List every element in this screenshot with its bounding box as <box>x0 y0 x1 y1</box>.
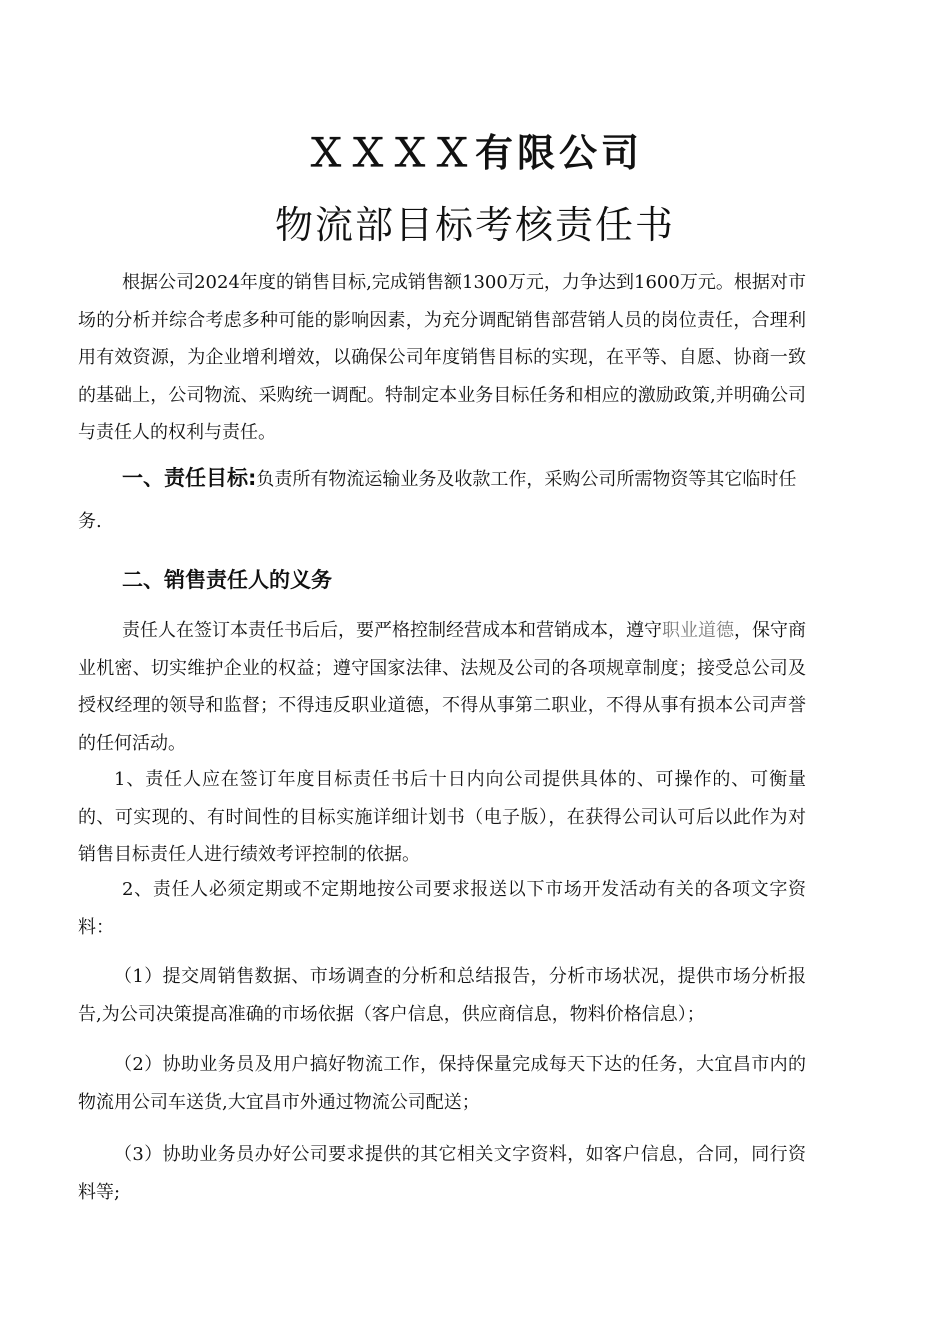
section2-heading-line <box>78 556 806 606</box>
professional-ethics-link[interactable]: 职业道德 <box>662 620 734 641</box>
document-title: 物流部目标考核责任书 <box>274 203 675 247</box>
section2-subitem-1: （1）提交周销售数据、市场调查的分析和总结报告，分析市场状况，提供市场分析报告,为公司决策提高准确的市场依据（客户信息，供应商信息，物料价格信息）； <box>78 966 806 1025</box>
section1-text: 负责所有物流运输业务及收款工作，采购公司所需物资等其它临时任务. <box>78 469 797 532</box>
section2-subitem-3: （3）协助业务员办好公司要求提供的其它相关文字资料，如客户信息，合同，同行资料等; <box>78 1144 806 1203</box>
section1-paragraph <box>78 457 806 543</box>
section2-heading: 二、销售责任人的义务 <box>122 568 332 592</box>
section2-text-after-link: ，保守商业机密、切实维护企业的权益；遵守国家法律、法规及公司的各项规章制度；接受总公司及授权经理的领导和监督；不得违反职业道德，不得从事第二职业，不得从事有损本公司声誉的任何活动。 <box>78 620 806 754</box>
section2-subitem-2: （2）协助业务员及用户搞好物流工作，保持保量完成每天下达的任务，大宜昌市内的物流用公司车送货,大宜昌市外通过物流公司配送； <box>78 1054 806 1113</box>
section2-paragraph <box>78 612 806 762</box>
intro-paragraph: 根据公司2024年度的销售目标,完成销售额1300万元，力争达到1600万元。根据对市场的分析并综合考虑多种可能的影响因素，为充分调配销售部营销人员的岗位责任，合理利用有效资源，为企业增利增效，以确保公司年度销售目标的实现，在平等、自愿、协商一致的基础上，公司物流、采购统一调配。特制定本业务目标任务和相应的激励政策,并明确公司与责任人的权利与责任。 <box>78 272 806 443</box>
section2-text-before-link: 责任人在签订本责任书后后，要严格控制经营成本和营销成本，遵守 <box>122 620 662 641</box>
section1-heading: 一、责任目标: <box>122 466 257 490</box>
section2-item-2: 2、责任人必须定期或不定期地按公司要求报送以下市场开发活动有关的各项文字资料： <box>78 879 806 938</box>
section2-item-1: 1、责任人应在签订年度目标责任书后十日内向公司提供具体的、可操作的、可衡量的、可实现的、有时间性的目标实施详细计划书（电子版），在获得公司认可后以此作为对销售目标责任人进行绩效考评控制的依据。 <box>78 769 806 865</box>
company-title: ＸＸＸＸ有限公司 <box>306 131 643 175</box>
